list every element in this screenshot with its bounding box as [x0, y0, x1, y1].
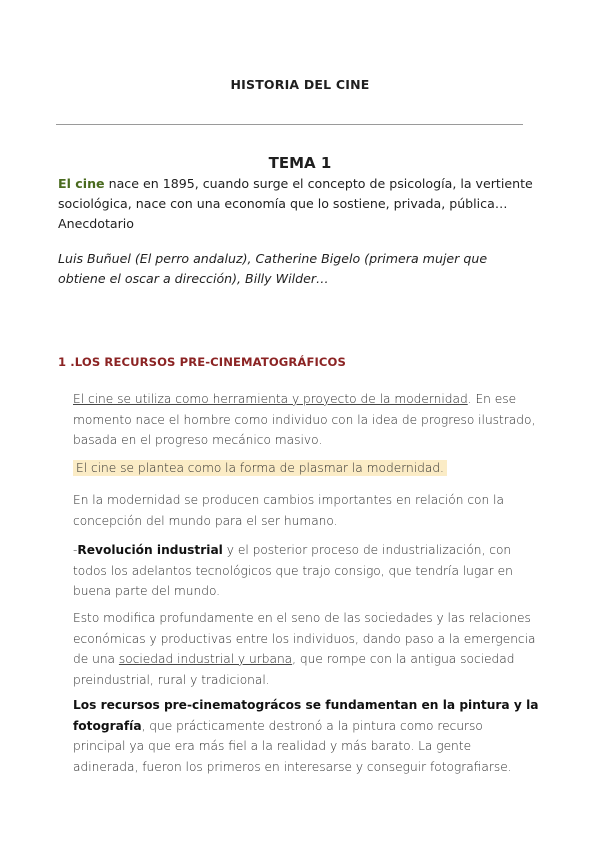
paragraph-sociedad [73, 608, 539, 690]
document-title: HISTORIA DEL CINE [230, 77, 370, 92]
underlined-phrase: sociedad industrial y urbana [118, 652, 293, 666]
highlighted-paragraph [73, 458, 553, 479]
names-paragraph: Luis Buñuel (El perro andaluz), Catherine Bigelo (primera mujer que obtiene el oscar a dirección), Billy Wilder… [58, 251, 488, 286]
underlined-phrase: El cine se utiliza como herramienta y proyecto de la modernidad [73, 392, 468, 406]
intro-paragraph [58, 174, 538, 234]
paragraph-recursos [73, 695, 539, 777]
paragraph-text: , que rompe con la antigua sociedad preindustrial, rural y tradicional. [73, 652, 515, 687]
topic-heading: TEMA 1 [268, 154, 332, 172]
paragraph-text: , que prácticamente destronó a la pintura como recurso principal ya que era más fiel a la realidad y más barato. La gente adinerada, fueron los primeros en interesarse y conseguir fotografiarse. [73, 718, 512, 774]
highlighted-text: El cine se plantea como la forma de plasmar la modernidad. [73, 460, 447, 476]
bold-statement: Los recursos pre-cinematográcos se fundamentan en la pintura y la fotografía [73, 698, 539, 733]
intro-lead: El cine [58, 176, 105, 191]
paragraph-concepcion: En la modernidad se producen cambios importantes en relación con la concepción del mundo para el ser humano. [73, 493, 504, 528]
section-heading: 1 .LOS RECURSOS PRE-CINEMATOGRÁFICOS [58, 355, 346, 369]
intro-text: nace en 1895, cuando surge el concepto de psicología, la vertiente sociológica, nace con una economía que lo sostiene, privada, pública…Anecdotario [58, 176, 533, 231]
bold-term: Revolución industrial [77, 543, 223, 557]
title-divider [56, 124, 523, 125]
paragraph-text: . En ese momento nace el hombre como individuo con la idea de progreso ilustrado, basada en el progreso mecánico masivo. [73, 392, 536, 447]
paragraph-modernidad [73, 389, 539, 451]
paragraph-text: Esto modifica profundamente en el seno de las sociedades y las relaciones económicas y productivas entre los individuos, dando paso a la emergencia de una [73, 611, 536, 666]
dash: - [73, 543, 78, 557]
paragraph-text: y el posterior proceso de industrialización, con todos los adelantos tecnológicos que trajo consigo, que tendría lugar en buena parte del mundo. [73, 543, 513, 598]
paragraph-revolucion [73, 540, 539, 602]
